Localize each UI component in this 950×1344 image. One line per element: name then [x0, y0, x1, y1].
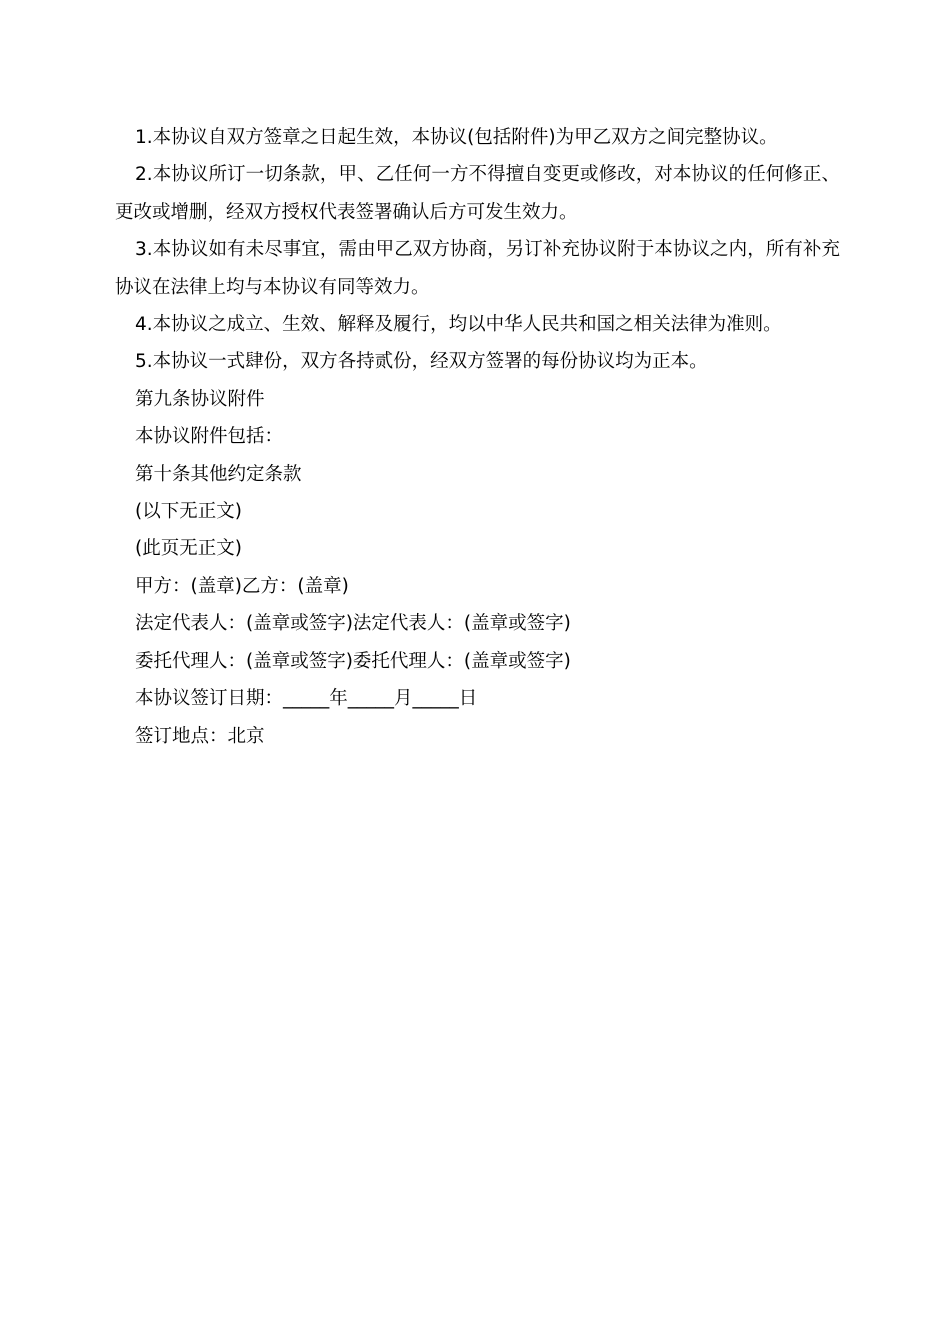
article-9-heading: 第九条协议附件 [135, 388, 265, 410]
clause-effective-date: 1.本协议自双方签章之日起生效，本协议(包括附件)为甲乙双方之间完整协议。 [135, 127, 778, 148]
document-body [115, 119, 840, 755]
party-seal-line: 甲方：(盖章)乙方：(盖章) [135, 575, 349, 597]
signing-date-line: 本协议签订日期：_____年_____月_____日 [135, 688, 478, 710]
attachments-line: 本协议附件包括： [135, 426, 284, 448]
clause-copies: 5.本协议一式肆份，双方各持贰份，经双方签署的每份协议均为正本。 [135, 351, 708, 373]
article-10-heading: 第十条其他约定条款 [135, 463, 302, 485]
signing-place-line: 签订地点：北京 [135, 725, 265, 747]
authorized-agent-line: 委托代理人：(盖章或签字)委托代理人：(盖章或签字) [135, 650, 571, 672]
clause-supplementary: 3.本协议如有未尽事宜，需由甲乙双方协商，另订补充协议附于本协议之内，所有补充协议在法律上均与本协议有同等效力。 [115, 239, 840, 298]
no-text-below-note: (以下无正文) [135, 501, 242, 523]
legal-representative-line: 法定代表人：(盖章或签字)法定代表人：(盖章或签字) [135, 613, 571, 635]
no-text-page-note: (此页无正文) [135, 538, 242, 560]
clause-amendment: 2.本协议所订一切条款，甲、乙任何一方不得擅自变更或修改，对本协议的任何修正、更改或增删，经双方授权代表签署确认后方可发生效力。 [115, 164, 840, 223]
clause-governing-law: 4.本协议之成立、生效、解释及履行，均以中华人民共和国之相关法律为准则。 [135, 314, 782, 336]
